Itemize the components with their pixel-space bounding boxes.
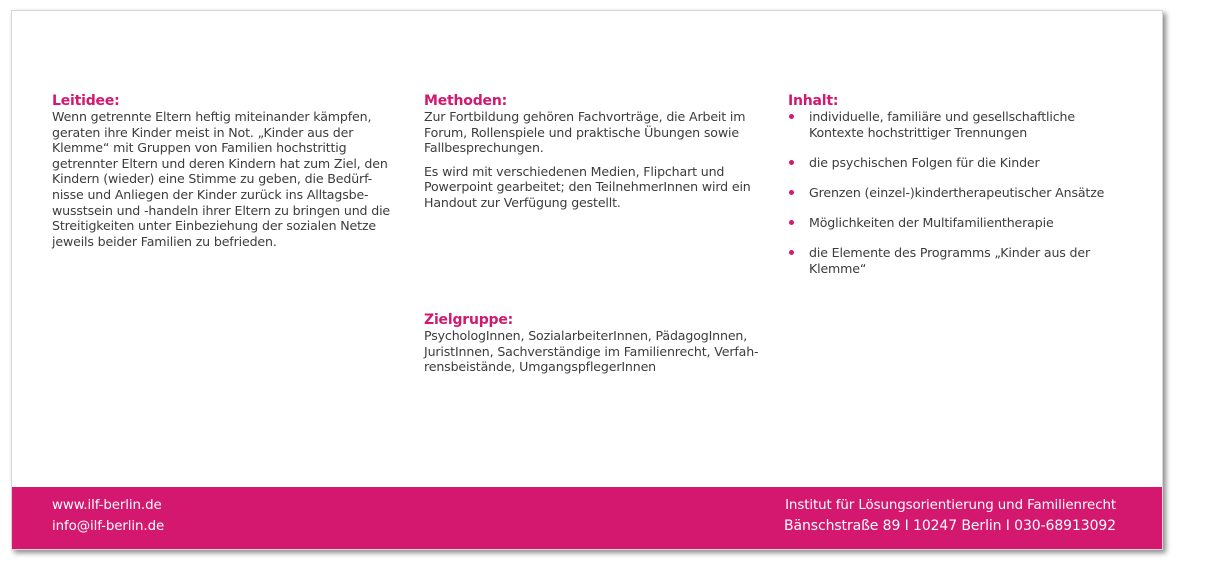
list-item-text: individuelle, familiäre und gesellschaftliche Kontexte hochstrittiger Trennungen <box>809 109 1075 140</box>
list-item-text: die Elemente des Programms „Kinder aus der Klemme“ <box>809 245 1091 276</box>
bullet-dot-icon <box>789 250 794 255</box>
list-item <box>788 215 1128 231</box>
bullet-dot-icon <box>789 160 794 165</box>
list-item-text: Grenzen (einzel-)kindertherapeutischer Ansätze <box>809 184 1105 200</box>
list-item-text: Möglichkeiten der Multifamilientherapie <box>809 215 1054 231</box>
footer-contact <box>52 495 164 537</box>
methoden-paragraph-1: Zur Fortbildung gehören Fachvorträge, die Arbeit im Forum, Rollenspiele und praktische Übungen sowie Fallbesprechungen. <box>424 109 746 156</box>
footer-bar <box>12 487 1162 549</box>
email-link[interactable]: info@ilf-berlin.de <box>52 519 165 534</box>
leitidee-heading: Leitidee: <box>52 93 120 109</box>
zielgruppe-section <box>424 313 774 375</box>
bullet-dot-icon <box>789 114 794 119</box>
website-link[interactable]: www.ilf-berlin.de <box>52 498 162 513</box>
list-item <box>788 245 1128 276</box>
zielgruppe-heading: Zielgruppe: <box>424 312 514 328</box>
inhalt-list <box>788 109 1128 277</box>
methoden-heading: Methoden: <box>424 93 507 109</box>
footer-institute <box>784 495 1116 537</box>
methoden-section <box>424 94 774 211</box>
leitidee-section <box>52 94 397 249</box>
institute-address: Bänschstraße 89 I 10247 Berlin I 030-68913092 <box>784 518 1116 534</box>
list-item-text: die psychischen Folgen für die Kinder <box>809 154 1040 170</box>
list-item <box>788 109 1128 140</box>
inhalt-section <box>788 94 1128 291</box>
bullet-dot-icon <box>789 190 794 195</box>
bullet-dot-icon <box>789 220 794 225</box>
list-item <box>788 185 1128 201</box>
list-item <box>788 155 1128 171</box>
zielgruppe-text: PsychologInnen, SozialarbeiterInnen, PädagogInnen, JuristInnen, Sachverständige im Familienrecht, Verfah-rensbeistände, UmgangspflegerInnen <box>424 328 759 375</box>
methoden-paragraph-2: Es wird mit verschiedenen Medien, Flipchart und Powerpoint gearbeitet; den TeilnehmerInnen wird ein Handout zur Verfügung gestellt. <box>424 163 751 210</box>
leitidee-text: Wenn getrennte Eltern heftig miteinander kämpfen, geraten ihre Kinder meist in Not. „Kinder aus der Klemme“ mit Gruppen von Familien hochstrittig getrennter Eltern und deren Kindern hat zum Ziel, den Kindern (wieder) eine Stimme zu geben, die Bedürf-nisse und Anliegen der Kinder zurück ins Alltagsbe-wusstsein und -handeln ihrer Eltern zu bringen und die Streitigkeiten unter Einbeziehung der sozialen Netze jeweils beider Familien zu befrieden. <box>52 109 391 249</box>
flyer-card <box>11 10 1163 550</box>
inhalt-heading: Inhalt: <box>788 93 839 109</box>
institute-name: Institut für Lösungsorientierung und Familienrecht <box>785 498 1116 513</box>
